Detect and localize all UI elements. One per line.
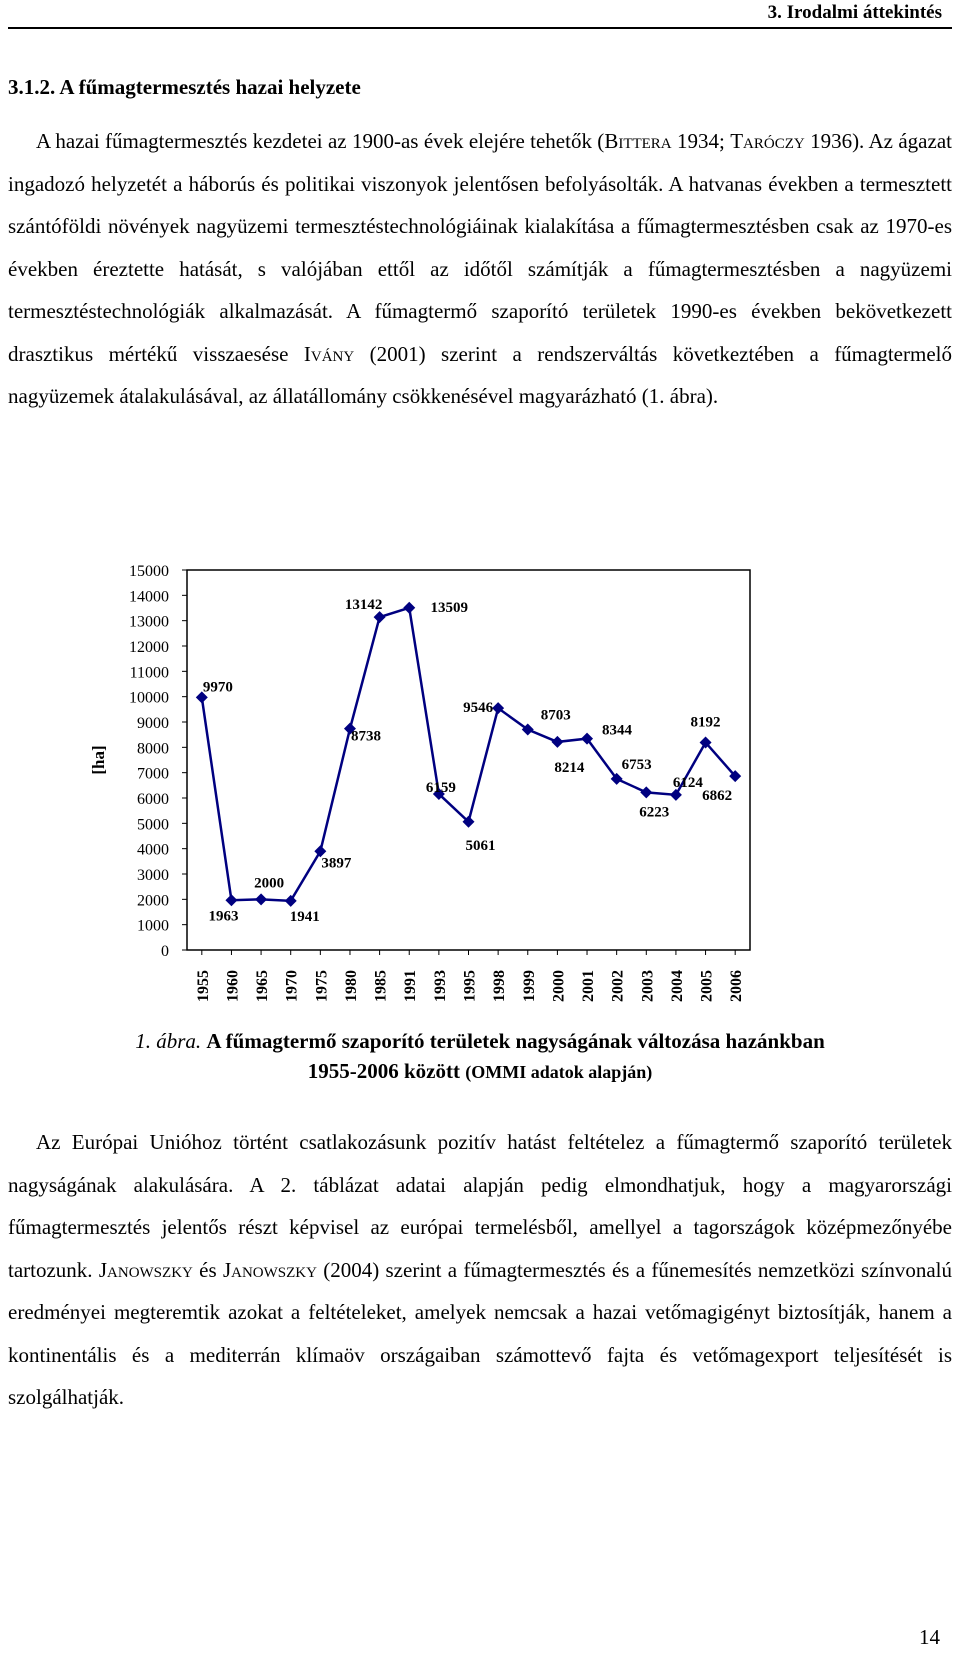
x-tick-label: 1995 — [461, 970, 479, 1002]
y-tick-label: 12000 — [129, 639, 169, 656]
y-tick-label: 9000 — [137, 715, 169, 732]
x-tick-label: 1999 — [520, 970, 538, 1002]
section-heading: 3.1.2. A fűmagtermesztés hazai helyzete — [8, 75, 361, 99]
y-tick-label: 2000 — [137, 892, 169, 910]
series-line — [202, 608, 735, 901]
y-tick-label: 10000 — [129, 689, 169, 707]
x-tick-label: 1975 — [313, 970, 331, 1002]
data-label: 8344 — [602, 722, 633, 739]
running-header: 3. Irodalmi áttekintés — [767, 2, 942, 23]
y-tick-label: 1000 — [137, 917, 169, 935]
y-tick-label: 13000 — [129, 613, 169, 631]
x-tick-label: 1991 — [402, 970, 420, 1002]
x-tick-label: 2005 — [698, 970, 716, 1002]
data-label: 6159 — [425, 779, 456, 796]
data-label: 8703 — [540, 707, 571, 724]
paragraph-2 — [8, 1121, 952, 1419]
x-tick-label: 1960 — [224, 970, 242, 1002]
paragraph-2-text-3: (2004) szerint a fűmagtermesztés és a fűnemesítés nemzetközi színvonalú eredményei megteremtik azokat a feltételeket, amelyek nemcsak a hazai vetőmagigényt biztosítják, hanem a kontinentális és a mediterrán klímaöv országaiban számottevő fajta és vetőmagexport teljesítését is szolgálhatják. — [8, 1257, 952, 1409]
x-tick-label: 2004 — [668, 970, 686, 1002]
header-rule — [8, 27, 952, 29]
y-tick-label: 11000 — [129, 664, 169, 682]
data-label: 9546 — [463, 700, 494, 717]
x-tick-label: 1985 — [372, 970, 390, 1002]
x-tick-label: 1965 — [254, 970, 272, 1002]
caption-source: (OMMI adatok alapján) — [465, 1062, 653, 1082]
data-label: 6124 — [672, 774, 703, 791]
data-label: 5061 — [465, 837, 496, 854]
paragraph-1-text-1: A hazai fűmagtermesztés kezdetei az 1900-as évek elejére tehetők ( — [36, 129, 605, 153]
caption-title-line-1: A fűmagtermő szaporító területek nagyságának változása hazánkban — [206, 1029, 825, 1053]
page-number: 14 — [919, 1625, 940, 1649]
data-point-marker — [551, 736, 563, 748]
y-tick-label: 6000 — [137, 791, 169, 808]
data-label: 1941 — [289, 908, 320, 925]
data-label: 6862 — [702, 788, 733, 805]
data-point-marker — [255, 893, 267, 905]
citation-janowszky-1: Janowszky — [98, 1257, 193, 1282]
citation-janowszky-2: Janowszky — [222, 1257, 317, 1282]
paragraph-1-text-4: (2001) szerint a rendszerváltás következtében a fűmagtermelő nagyüzemek átalakulásával, az állatállomány csökkenésével magyarázható (1. ábra). — [8, 341, 952, 408]
y-tick-label: 15000 — [129, 563, 169, 580]
area-change-line-chart — [80, 555, 780, 1010]
figure-caption — [40, 1026, 920, 1087]
x-tick-label: 1955 — [194, 970, 212, 1002]
figure-number: 1. ábra. — [135, 1029, 202, 1053]
y-tick-label: 4000 — [137, 841, 169, 859]
data-point-marker — [640, 786, 652, 798]
data-point-marker — [225, 894, 237, 906]
citation-bittera: Bittera — [604, 129, 672, 153]
data-label: 13509 — [430, 599, 468, 616]
paragraph-1-text-2: 1934; — [671, 129, 731, 153]
x-tick-label: 1970 — [283, 970, 301, 1002]
x-tick-label: 2006 — [728, 970, 746, 1002]
y-tick-label: 3000 — [137, 867, 169, 884]
y-tick-label: 0 — [161, 943, 169, 960]
x-tick-label: 1998 — [491, 970, 509, 1002]
y-tick-label: 8000 — [137, 740, 169, 758]
data-label: 13142 — [344, 597, 383, 614]
plot-area-frame — [187, 570, 750, 950]
caption-line-1 — [40, 1026, 920, 1056]
x-tick-label: 1993 — [431, 970, 449, 1002]
x-tick-label: 1980 — [342, 970, 360, 1002]
y-axis-label: [ha] — [89, 745, 108, 775]
citation-taroczy: Taróczy — [730, 129, 805, 153]
data-label: 6223 — [639, 804, 670, 821]
paragraph-1 — [8, 120, 952, 418]
data-label: 3897 — [321, 855, 352, 872]
citation-ivany: Ivány — [303, 341, 355, 366]
y-tick-label: 14000 — [129, 588, 169, 606]
paragraph-2-text-2: és — [192, 1257, 223, 1282]
y-tick-label: 7000 — [137, 765, 169, 783]
data-label: 6753 — [621, 756, 652, 773]
x-tick-label: 2003 — [639, 970, 657, 1002]
data-point-marker — [285, 895, 297, 907]
data-label: 9970 — [202, 679, 233, 696]
caption-line-2 — [40, 1056, 920, 1087]
paragraph-2-text-1: Az Európai Unióhoz történt csatlakozásunk pozitív hatást feltételez a fűmagtermő szaporító területek nagyságának alakulására. A 2. táblázat adatai alapján pedig elmondhatjuk, hogy a magyarországi fűmagtermesztés jelentős részt képvisel az európai termelésből, amellyel a tagországok középmezőnyébe tartozunk. — [8, 1130, 952, 1282]
data-label: 8214 — [554, 759, 585, 776]
data-label: 2000 — [254, 875, 285, 892]
x-tick-label: 2000 — [550, 970, 568, 1002]
y-tick-label: 5000 — [137, 816, 169, 834]
data-label: 8192 — [690, 714, 721, 731]
data-point-marker — [403, 602, 415, 614]
x-tick-label: 2001 — [580, 970, 598, 1002]
x-tick-label: 2002 — [609, 970, 627, 1002]
data-label: 1963 — [208, 908, 239, 925]
data-label: 8738 — [350, 728, 381, 745]
caption-title-line-2: 1955-2006 között — [307, 1059, 460, 1083]
paragraph-1-text-3: 1936). Az ágazat ingadozó helyzetét a háborús és politikai viszonyok jelentősen befolyásolták. A hatvanas években a termesztett szántóföldi növények nagyüzemi termesztéstechnológiáinak kialakítása a fűmagtermesztésben csak az 1970-es években éreztette hatását, s valójában ettől az időtől számítják a fűmagtermesztésben a nagyüzemi termesztéstechnológiák alkalmazását. A fűmagtermő szaporító területek 1990-es években bekövetkezett drasztikus mértékű visszaesése — [8, 129, 952, 366]
